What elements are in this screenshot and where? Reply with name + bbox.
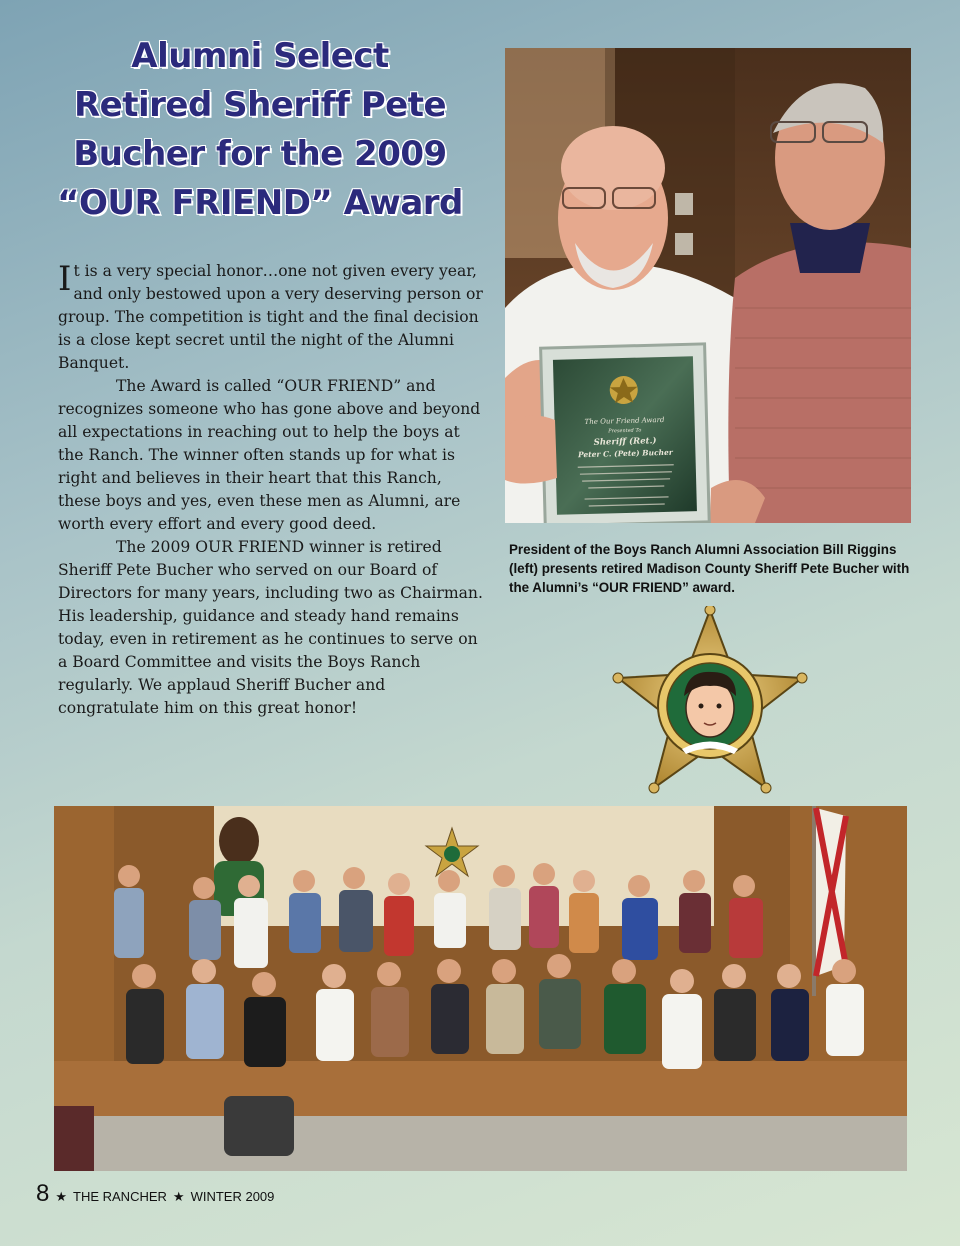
alumni-group-photo <box>54 806 907 1171</box>
page-footer <box>36 1180 274 1208</box>
star-icon: ★ <box>55 1189 68 1204</box>
page-number: 8 <box>36 1180 50 1207</box>
article-paragraph-1 <box>58 260 488 375</box>
headline-line-2: Retired Sheriff Pete <box>73 85 447 125</box>
headline-line-4: “OUR FRIEND” Award <box>57 183 463 223</box>
paragraph-1-text: t is a very special honor…one not given every year, and only bestowed upon a very deserving person or group. The competition is tight and the final decision is a close kept secret until the night of the Alumni Banquet. <box>58 262 483 372</box>
headline-line-1: Alumni Select <box>131 36 389 76</box>
plaque-line-1: The Our Friend Award <box>584 415 665 427</box>
drop-cap: I <box>58 259 72 299</box>
star-icon-2: ★ <box>172 1189 185 1204</box>
headline <box>40 32 480 228</box>
award-presentation-photo <box>505 48 911 523</box>
headline-line-3: Bucher for the 2009 <box>73 134 447 174</box>
sheriff-star-badge-icon <box>612 606 808 796</box>
plaque-line-3: Sheriff (Ret.) <box>593 436 657 448</box>
article-paragraph-2: The Award is called “OUR FRIEND” and recognizes someone who has gone above and beyond all expectations in reaching out to help the boys at the Ranch. The winner often stands up for what is right and believes in their heart that this Ranch, these boys and yes, even these men as Alumni, are worth every effort and every good deed. <box>58 377 481 533</box>
publication-name: THE RANCHER <box>73 1189 167 1204</box>
plaque-line-2: Presented To <box>608 427 642 435</box>
photo-caption: President of the Boys Ranch Alumni Association Bill Riggins (left) presents retired Madison County Sheriff Pete Bucher with the Alumni’s “OUR FRIEND” award. <box>509 542 910 595</box>
article-body <box>58 260 488 720</box>
article-paragraph-3: The 2009 OUR FRIEND winner is retired Sheriff Pete Bucher who served on our Board of Directors for many years, including two as Chairman. His leadership, guidance and steady hand remains today, even in retirement as he continues to serve on a Board Committee and visits the Boys Ranch regularly. We applaud Sheriff Bucher and congratulate him on this great honor! <box>58 538 483 717</box>
award-photo-illustration <box>505 48 911 523</box>
issue-label: WINTER 2009 <box>190 1189 275 1204</box>
plaque-line-4: Peter C. (Pete) Bucher <box>577 447 673 460</box>
group-photo-illustration <box>54 806 907 1171</box>
